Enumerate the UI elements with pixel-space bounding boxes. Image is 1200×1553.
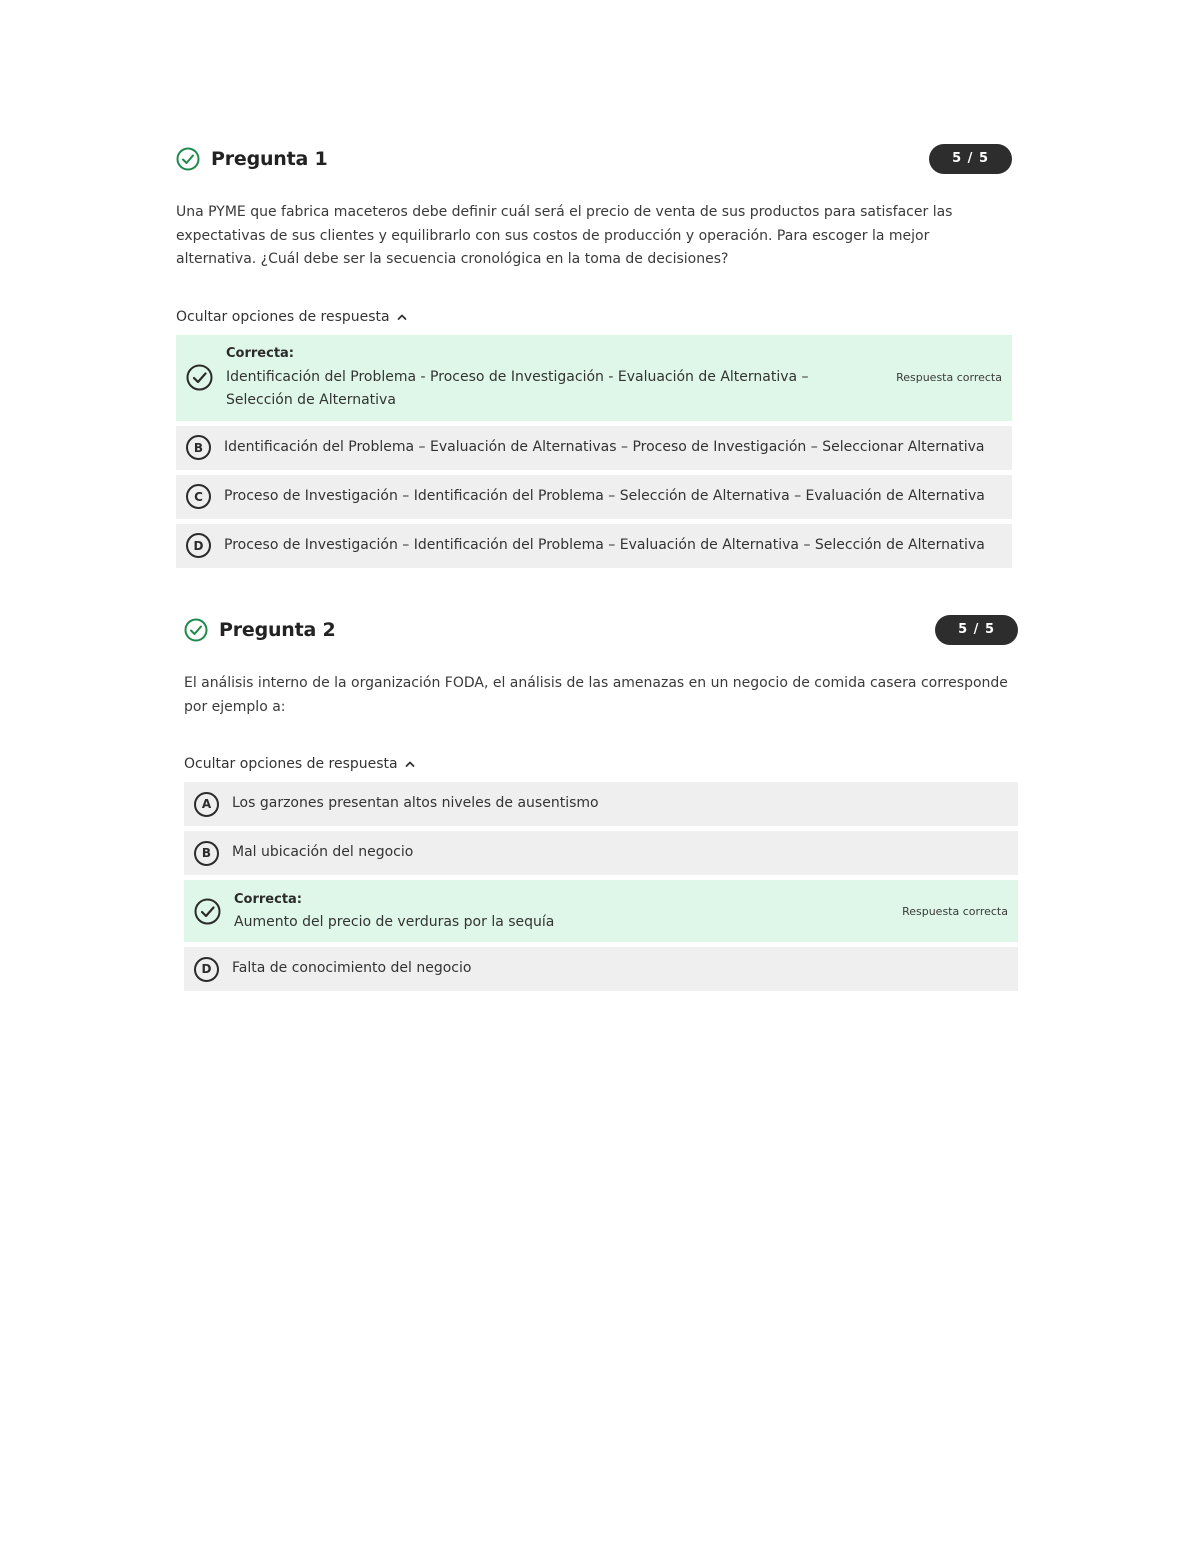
question-title: Pregunta 2	[219, 619, 336, 641]
answer-options	[176, 335, 1012, 568]
option-letter-badge: B	[186, 435, 211, 460]
correct-label: Correcta:	[226, 346, 295, 362]
hide-options-toggle[interactable]	[184, 756, 1018, 772]
answer-option-correct[interactable]	[184, 880, 1018, 942]
option-text: Identificación del Problema - Proceso de Investigación - Evaluación de Alternativa – Selección de Alternativa	[226, 368, 809, 409]
option-letter-badge: D	[194, 957, 219, 982]
answer-option-d[interactable]	[184, 947, 1018, 991]
option-text: Aumento del precio de verduras por la sequía	[234, 914, 555, 930]
option-letter-badge: A	[194, 792, 219, 817]
correct-answer-tag: Respuesta correcta	[902, 904, 1008, 918]
question-card-2	[184, 614, 1018, 996]
option-text: Identificación del Problema – Evaluación de Alternativas – Proceso de Investigación – Seleccionar Alternativa	[224, 438, 985, 455]
option-letter-badge: B	[194, 841, 219, 866]
question-text: Una PYME que fabrica maceteros debe definir cuál será el precio de venta de sus productos para satisfacer las expectativas de sus clientes y equilibrarlo con sus costos de producción y operación. Para escoger la mejor alternativa. ¿Cuál debe ser la secuencia cronológica en la toma de decisiones?	[176, 204, 953, 267]
question-card-1	[176, 143, 1012, 573]
option-text: Falta de conocimiento del negocio	[232, 960, 472, 977]
score-badge: 5 / 5	[929, 144, 1012, 174]
answer-options	[184, 782, 1018, 991]
question-text: El análisis interno de la organización FODA, el análisis de las amenazas en un negocio de comida casera corresponde por ejemplo a:	[184, 675, 1008, 715]
option-text: Mal ubicación del negocio	[232, 844, 414, 861]
answer-option-b[interactable]	[184, 831, 1018, 875]
toggle-label: Ocultar opciones de respuesta	[184, 756, 398, 772]
option-text: Proceso de Investigación – Identificación del Problema – Selección de Alternativa – Evaluación de Alternativa	[224, 487, 985, 504]
question-title: Pregunta 1	[211, 148, 328, 170]
check-circle-icon	[176, 147, 200, 171]
answer-option-c[interactable]	[176, 475, 1012, 519]
question-header	[184, 614, 1018, 646]
check-circle-icon	[186, 364, 213, 391]
answer-option-b[interactable]	[176, 426, 1012, 470]
check-circle-icon	[194, 898, 221, 925]
option-body	[226, 342, 880, 413]
question-title-group	[184, 618, 336, 642]
answer-option-correct[interactable]	[176, 335, 1012, 421]
check-circle-icon	[184, 618, 208, 642]
option-text: Proceso de Investigación – Identificación del Problema – Evaluación de Alternativa – Selección de Alternativa	[224, 536, 985, 553]
toggle-label: Ocultar opciones de respuesta	[176, 308, 390, 325]
score-badge: 5 / 5	[935, 615, 1018, 645]
answer-option-d[interactable]	[176, 524, 1012, 568]
option-text: Los garzones presentan altos niveles de ausentismo	[232, 795, 599, 812]
chevron-up-icon	[397, 309, 407, 325]
correct-answer-tag: Respuesta correcta	[896, 371, 1002, 384]
option-letter-badge: C	[186, 484, 211, 509]
option-letter-badge: D	[186, 533, 211, 558]
hide-options-toggle[interactable]	[176, 309, 1012, 325]
option-body	[234, 888, 886, 935]
question-header	[176, 143, 1012, 175]
chevron-up-icon	[405, 756, 415, 772]
question-title-group	[176, 147, 328, 171]
answer-option-a[interactable]	[184, 782, 1018, 826]
correct-label: Correcta:	[234, 891, 303, 907]
